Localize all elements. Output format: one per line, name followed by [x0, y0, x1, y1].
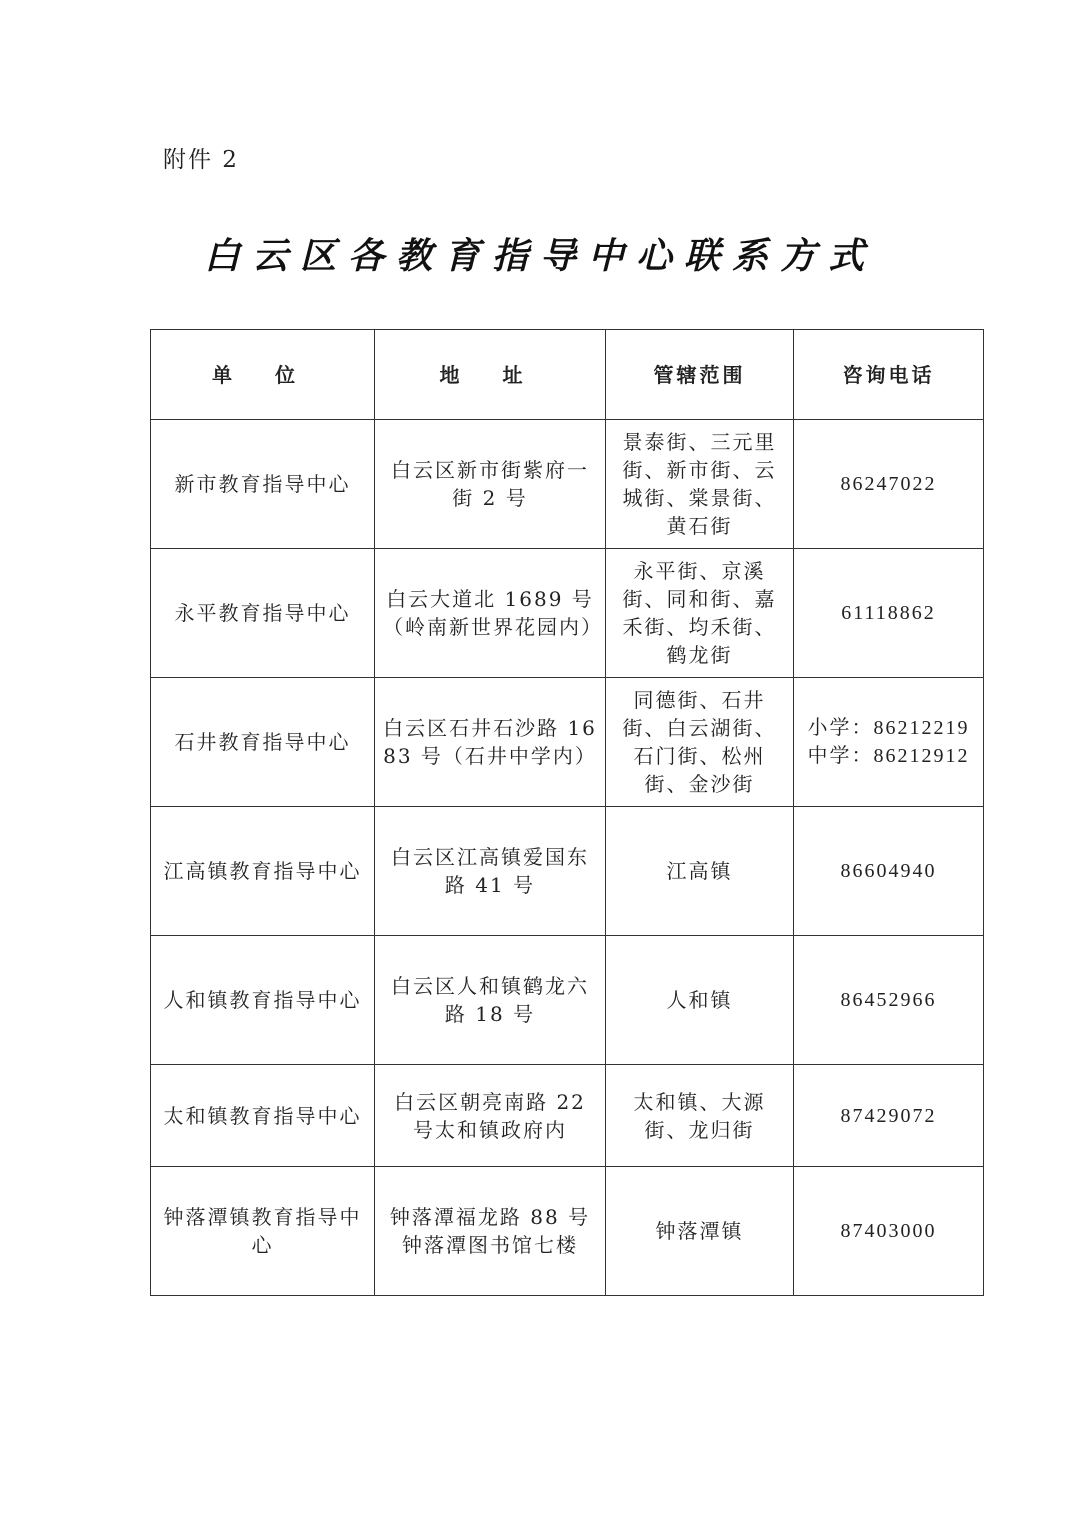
address-cell: 白云区朝亮南路 22 号太和镇政府内 [375, 1065, 606, 1167]
table-row [151, 807, 984, 936]
table-row [151, 420, 984, 549]
address-cell: 白云区石井石沙路 1683 号（石井中学内） [375, 678, 606, 807]
unit-cell: 永平教育指导中心 [151, 549, 375, 678]
table-row [151, 936, 984, 1065]
header-address: 地 址 [375, 330, 606, 420]
address-cell: 白云区人和镇鹤龙六路 18 号 [375, 936, 606, 1065]
table-row [151, 1065, 984, 1167]
phone-cell [794, 678, 984, 807]
jurisdiction-cell: 江高镇 [606, 807, 794, 936]
phone-cell: 86452966 [794, 936, 984, 1065]
jurisdiction-cell: 同德街、石井街、白云湖街、石门街、松州街、金沙街 [606, 678, 794, 807]
phone-primary-school: 小学：86212219 [807, 717, 970, 739]
address-cell: 钟落潭福龙路 88 号钟落潭图书馆七楼 [375, 1167, 606, 1296]
unit-cell: 人和镇教育指导中心 [151, 936, 375, 1065]
jurisdiction-cell: 人和镇 [606, 936, 794, 1065]
jurisdiction-cell: 钟落潭镇 [606, 1167, 794, 1296]
header-phone: 咨询电话 [794, 330, 984, 420]
contacts-table [150, 329, 984, 1296]
unit-cell: 新市教育指导中心 [151, 420, 375, 549]
phone-cell: 61118862 [794, 549, 984, 678]
phone-middle-school: 中学：86212912 [807, 745, 970, 767]
table-row [151, 1167, 984, 1296]
jurisdiction-cell: 太和镇、大源街、龙归街 [606, 1065, 794, 1167]
phone-cell: 86247022 [794, 420, 984, 549]
header-jurisdiction: 管辖范围 [606, 330, 794, 420]
unit-cell: 江高镇教育指导中心 [151, 807, 375, 936]
unit-cell: 石井教育指导中心 [151, 678, 375, 807]
unit-cell: 太和镇教育指导中心 [151, 1065, 375, 1167]
unit-cell: 钟落潭镇教育指导中心 [151, 1167, 375, 1296]
address-cell: 白云区新市街紫府一街 2 号 [375, 420, 606, 549]
phone-cell: 87429072 [794, 1065, 984, 1167]
page-title: 白云区各教育指导中心联系方式 [203, 235, 876, 277]
jurisdiction-cell: 永平街、京溪街、同和街、嘉禾街、均禾街、鹤龙街 [606, 549, 794, 678]
jurisdiction-cell: 景泰街、三元里街、新市街、云城街、棠景街、黄石街 [606, 420, 794, 549]
address-cell: 白云大道北 1689 号（岭南新世界花园内） [375, 549, 606, 678]
phone-cell: 87403000 [794, 1167, 984, 1296]
table-row [151, 549, 984, 678]
table-header-row [151, 330, 984, 420]
phone-cell: 86604940 [794, 807, 984, 936]
address-cell: 白云区江高镇爱国东路 41 号 [375, 807, 606, 936]
table-row [151, 678, 984, 807]
attachment-label: 附件 2 [163, 147, 239, 173]
header-unit: 单 位 [151, 330, 375, 420]
